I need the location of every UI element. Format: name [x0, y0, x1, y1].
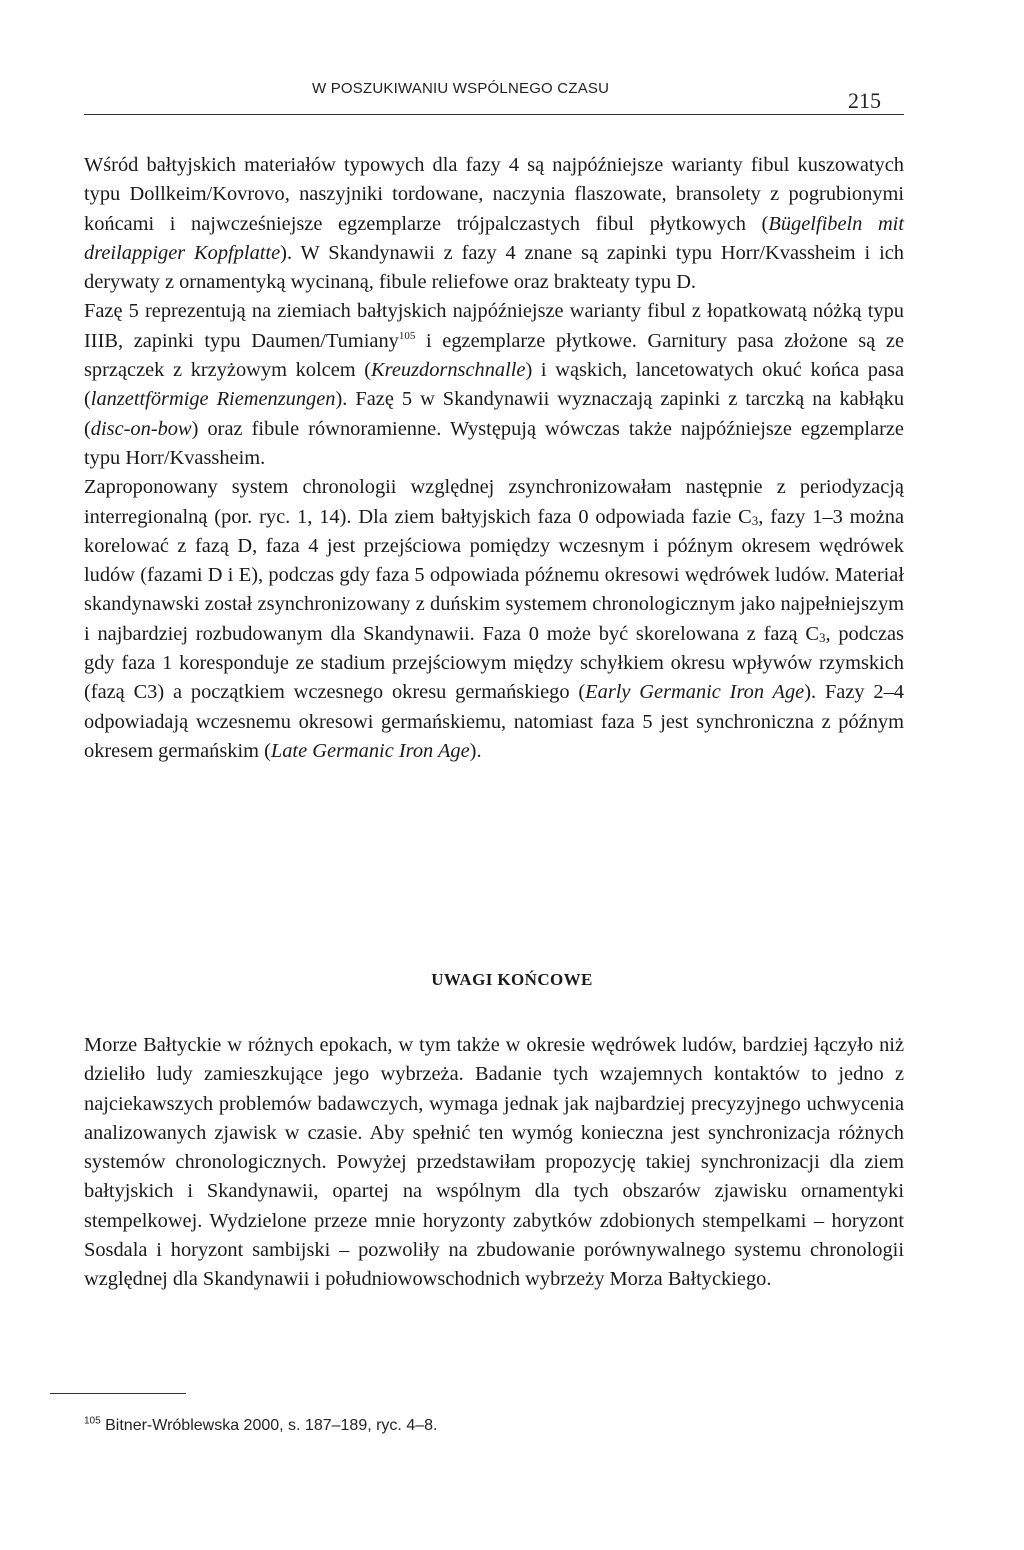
text-run: , podczas gdy faza 1 koresponduje ze stadium przejściowym między schyłkiem okresu wpływów rzymskich (fazą C3) a początkiem wczesnego okresu germańskiego ( — [84, 622, 904, 704]
section-heading: UWAGI KOŃCOWE — [431, 970, 593, 989]
footnote-rule — [50, 1393, 186, 1394]
subscript: 3 — [818, 629, 826, 645]
main-text-block — [84, 151, 904, 766]
footnote-text: Bitner-Wróblewska 2000, s. 187–189, ryc. 4–8. — [100, 1417, 438, 1434]
text-run: ). — [469, 739, 482, 762]
text-run: ). Fazę 5 w Skandynawii wyznaczają zapinki z tarczką na kabłąku ( — [84, 388, 905, 440]
page-number: 215 — [848, 88, 881, 113]
italic-term: Kreuzdornschnalle — [371, 359, 526, 382]
running-head: W POSZUKIWANIU WSPÓLNEGO CZASU — [312, 80, 610, 97]
paragraph-phase-5 — [84, 297, 904, 473]
header-rule — [84, 114, 904, 115]
italic-term: lanzettförmige Riemenzungen — [90, 388, 336, 411]
text-run: Fazę 5 reprezentują na ziemiach bałtyjskich najpóźniejsze warianty fibul z łopatkowatą nóżką typu IIIB, zapinki typu Daumen/Tumiany — [84, 300, 904, 352]
italic-term: Early Germanic Iron Age — [585, 681, 805, 704]
footnote-ref: 105 — [398, 329, 416, 342]
italic-term: Bügelfibeln mit dreilappiger Kopfplatte — [84, 212, 905, 264]
text-run: Wśród bałtyjskich materiałów typowych dla fazy 4 są najpóźniejsze warianty fibul kuszowatych typu Dollkeim/Kovrovo, naszyjniki tordowane, naczynia flaszowate, bransolety z pogrubionymi końcami i najwcześniejsze egzemplarze trójpalczastych fibul płytkowych ( — [84, 154, 904, 235]
italic-term: disc-on-bow — [90, 417, 192, 440]
final-text-block — [84, 1031, 904, 1295]
paragraph-conclusions: Morze Bałtyckie w różnych epokach, w tym także w okresie wędrówek ludów, bardziej łączyło niż dzieliło ludy zamieszkujące jego wybrzeża. Badanie tych wzajemnych kontaktów to jedno z najciekawszych problemów badawczych, wymaga jednak jak najbardziej precyzyjnego uchwycenia analizowanych zjawisk w czasie. Aby spełnić ten wymóg konieczna jest synchronizacja różnych systemów chronologicznych. Powyżej przedstawiłam propozycję takiej synchronizacji dla ziem bałtyjskich i Skandynawii, opartej na wspólnym dla tych obszarów zjawisku ornamentyki stempelkowej. Wydzielone przeze mnie horyzonty zabytków zdobionych stempelkami – horyzont Sosdala i horyzont sambijski – pozwoliły na zbudowanie porównywalnego systemu chronologii względnej dla Skandynawii i południowowschodnich wybrzeży Morza Bałtyckiego. — [84, 1034, 904, 1291]
text-run: ) i wąskich, lancetowatych okuć końca pasa ( — [84, 359, 905, 411]
subscript: 3 — [751, 512, 759, 528]
text-run: ). Fazy 2–4 odpowiadają wczesnemu okresowi germańskiemu, natomiast faza 5 jest synchroniczna z późnym okresem germańskim ( — [84, 681, 904, 762]
text-run: ). W Skandynawii z fazy 4 znane są zapinki typu Horr/Kvassheim i ich derywaty z ornamentyką wycinaną, fibule reliefowe oraz brakteaty typu D. — [84, 241, 904, 294]
text-run: Zaproponowany system chronologii względnej zsynchronizowałam następnie z periodyzacją interregionalną (por. ryc. 1, 14). Dla ziem bałtyjskich faza 0 odpowiada fazie C — [84, 476, 904, 528]
paragraph-chronology — [84, 473, 904, 766]
text-run: ) oraz fibule równoramienne. Występują wówczas także najpóźniejsze egzemplarze typu Horr/Kvassheim. — [84, 417, 904, 469]
footnote — [84, 1417, 437, 1435]
footnote-number: 105 — [84, 1415, 101, 1427]
text-run: i egzemplarze płytkowe. Garnitury pasa złożone są ze sprzączek z krzyżowym kolcem ( — [84, 329, 904, 382]
italic-term: Late Germanic Iron Age — [270, 739, 470, 762]
paragraph-phase-4 — [84, 151, 904, 297]
text-run: , fazy 1–3 można korelować z fazą D, faza 4 jest przejściowa pomiędzy wczesnym i późnym okresem wędrówek ludów (fazami D i E), podczas gdy faza 5 odpowiada późnemu okresowi wędrówek ludów. Materiał skandynawski został zsynchronizowany z duńskim systemem chronologicznym jako najpełniejszym i najbardziej rozbudowanym dla Skandynawii. Faza 0 może być skorelowana z fazą C — [84, 505, 904, 645]
